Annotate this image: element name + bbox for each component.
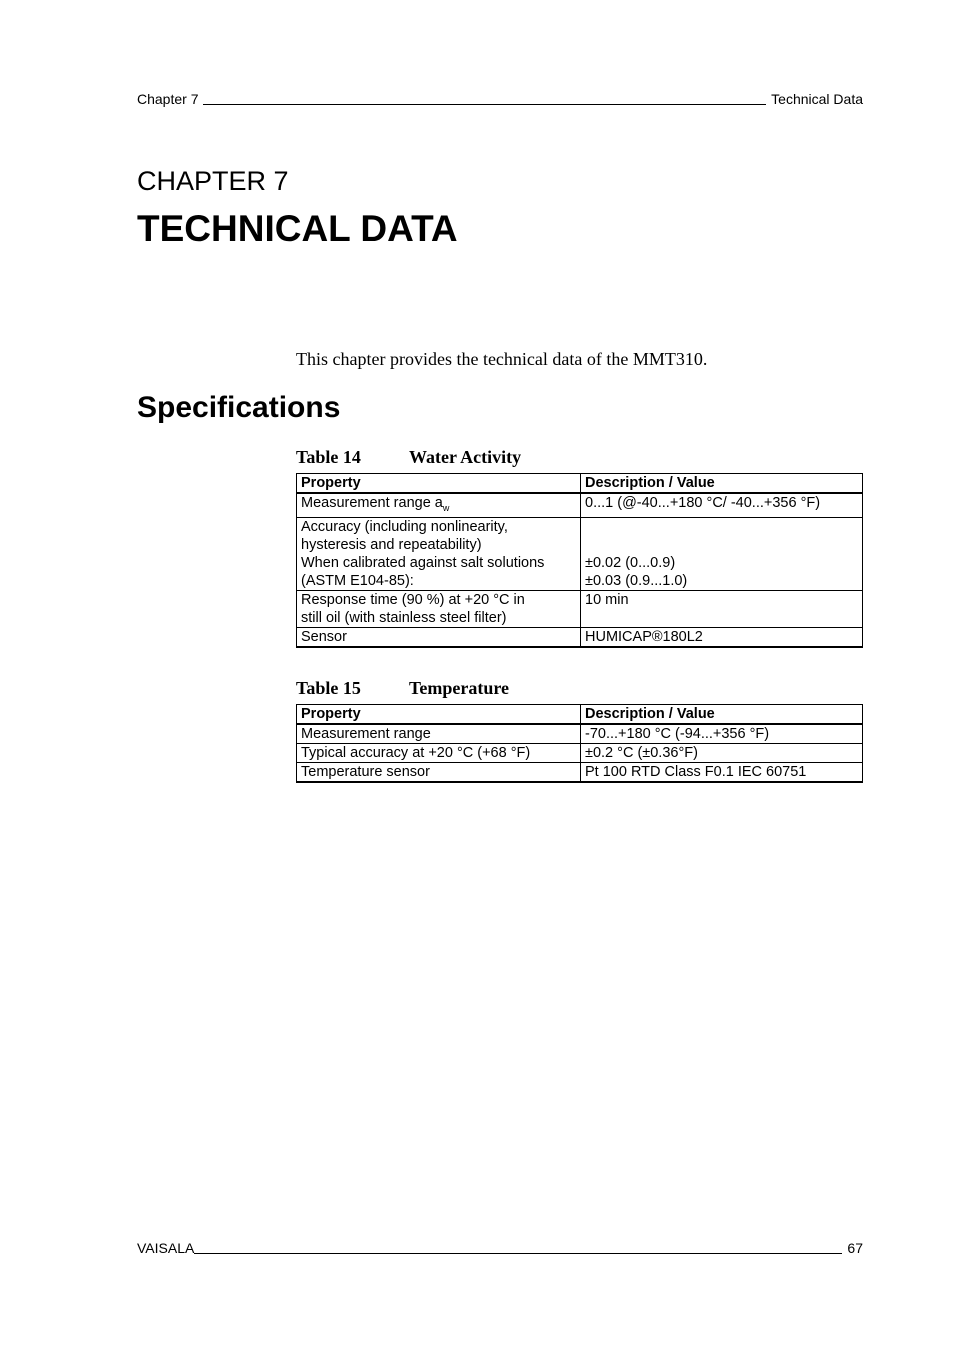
table14-caption <box>296 446 521 468</box>
table-row <box>297 517 863 590</box>
table-cell: 10 min <box>581 590 863 627</box>
table-cell <box>297 493 581 517</box>
table-cell: 0...1 (@-40...+180 °C/ -40...+356 °F) <box>581 493 863 517</box>
table14-number: Table 14 <box>296 447 361 467</box>
header-chapter: Chapter 7 <box>137 91 199 107</box>
table-cell: Temperature sensor <box>297 763 581 783</box>
column-header: Property <box>297 474 581 494</box>
table-header-row <box>297 474 863 494</box>
column-header: Property <box>297 705 581 725</box>
table-row <box>297 744 863 763</box>
table14-water-activity <box>296 473 863 648</box>
table-cell: Measurement range <box>297 724 581 744</box>
header-section: Technical Data <box>771 91 863 107</box>
table-cell: Typical accuracy at +20 °C (+68 °F) <box>297 744 581 763</box>
table15-number: Table 15 <box>296 678 361 698</box>
table14-title: Water Activity <box>409 447 522 467</box>
table-cell <box>297 590 581 627</box>
table-cell: ±0.2 °C (±0.36°F) <box>581 744 863 763</box>
table-row <box>297 493 863 517</box>
subscript: w <box>442 502 450 513</box>
property-text: Measurement range a <box>301 495 443 511</box>
header-rule <box>203 104 766 105</box>
table-row <box>297 763 863 783</box>
cell-line: ±0.02 (0...0.9) <box>585 554 676 571</box>
table15-title: Temperature <box>409 678 509 698</box>
table15-caption <box>296 677 509 699</box>
page-number: 67 <box>847 1240 863 1256</box>
running-footer <box>137 1239 863 1257</box>
cell-line: ±0.03 (0.9...1.0) <box>585 572 688 589</box>
table-row <box>297 590 863 627</box>
cell-line: hysteresis and repeatability) <box>301 536 482 553</box>
table15-temperature <box>296 704 863 783</box>
table-cell: -70...+180 °C (-94...+356 °F) <box>581 724 863 744</box>
cell-line: When calibrated against salt solutions <box>301 554 545 571</box>
column-header: Description / Value <box>581 474 863 494</box>
table-row <box>297 627 863 647</box>
table-cell: HUMICAP®180L2 <box>581 627 863 647</box>
table-header-row <box>297 705 863 725</box>
cell-line: Accuracy (including nonlinearity, <box>301 518 508 535</box>
chapter-label: CHAPTER 7 <box>137 166 289 196</box>
cell-line: still oil (with stainless steel filter) <box>301 609 507 626</box>
cell-line: (ASTM E104-85): <box>301 572 414 589</box>
intro-paragraph: This chapter provides the technical data of the MMT310. <box>296 349 708 369</box>
table-cell: Pt 100 RTD Class F0.1 IEC 60751 <box>581 763 863 783</box>
column-header: Description / Value <box>581 705 863 725</box>
table-cell <box>297 517 581 590</box>
footer-company: VAISALA <box>137 1240 195 1256</box>
table-row <box>297 724 863 744</box>
section-heading: Specifications <box>137 391 341 424</box>
chapter-title: TECHNICAL DATA <box>137 208 458 249</box>
running-header <box>137 90 863 108</box>
footer-rule <box>194 1253 842 1254</box>
table-cell: Sensor <box>297 627 581 647</box>
table-cell <box>581 517 863 590</box>
cell-line: Response time (90 %) at +20 °C in <box>301 591 525 608</box>
